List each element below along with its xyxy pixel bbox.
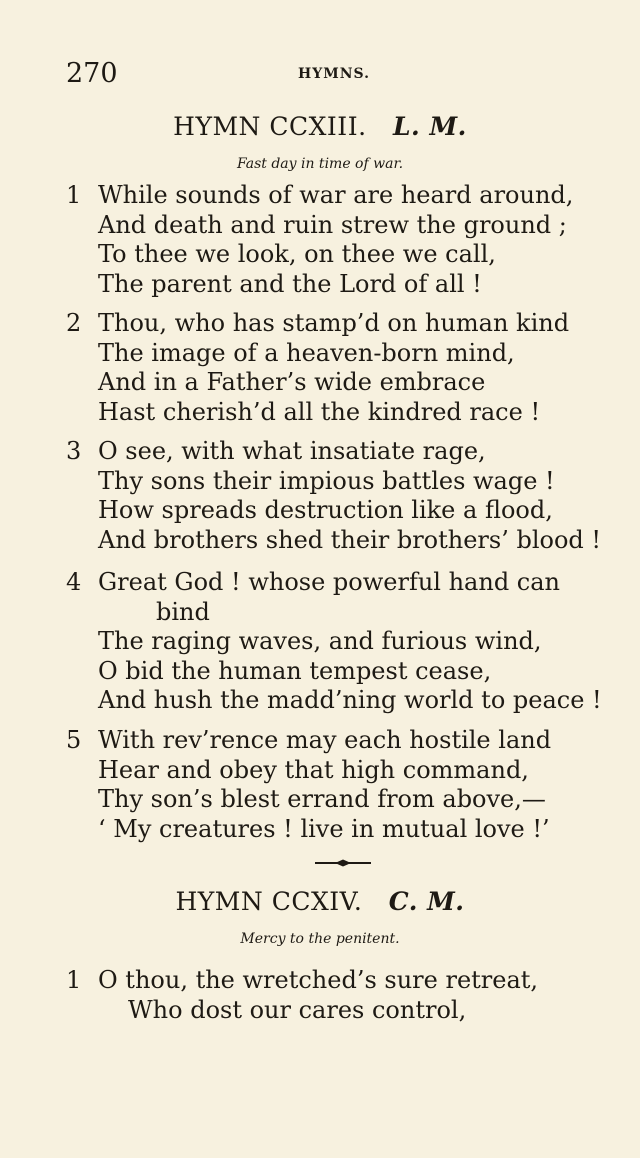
verse-1 [66,181,606,299]
hymn-meter: C. M. [388,887,465,916]
hymn-occasion: Mercy to the penitent. [240,931,400,947]
verse-number: 1 [66,966,82,994]
verse-line: And in a Father’s wide embrace [98,368,486,396]
page-number: 270 [66,58,118,89]
verse-line: ‘ My creatures ! live in mutual love !’ [98,814,550,843]
verse-line: How spreads destruction like a flood, [98,496,553,524]
hymn-title [0,112,640,141]
hymn-title [0,887,640,916]
verse-line-continuation: bind [156,597,210,626]
hymn-number: HYMN CCXIII. [173,112,367,141]
verse-line: Hast cherish’d all the kindred race ! [98,397,541,426]
verse-line: To thee we look, on thee we call, [98,240,496,268]
verse-line: O thou, the wretched’s sure retreat, [98,966,539,994]
verse-line: Thy sons their impious battles wage ! [98,466,555,495]
running-head [66,58,586,94]
verse-line: Great God ! whose powerful hand can [98,568,561,596]
verse-line: Thy son’s blest errand from above,— [98,785,546,813]
verse-line: The raging waves, and furious wind, [98,627,542,655]
verse-line: And brothers shed their brothers’ blood ! [98,525,602,554]
verse-3 [66,437,606,555]
verse-2 [66,309,606,427]
verse-4 [66,568,606,716]
verse-line: O see, with what insatiate rage, [98,437,486,465]
verse-line: With rev’rence may each hostile land [98,726,552,754]
hymn-number: HYMN CCXIV. [175,887,363,916]
verse-line: O bid the human tempest cease, [98,656,492,685]
verse-1 [66,966,606,1025]
verse-number: 4 [66,568,82,596]
verse-number: 2 [66,309,82,337]
verse-line: Hear and obey that high command, [98,755,529,784]
verse-line: Who dost our cares control, [128,995,467,1024]
verse-line: The image of a heaven-born mind, [98,338,515,367]
verse-line: While sounds of war are heard around, [98,181,574,209]
running-title: HYMNS. [298,66,371,82]
section-divider-ornament [313,858,373,868]
verse-line: And death and ruin strew the ground ; [98,210,567,239]
verse-number: 3 [66,437,82,465]
hymn-occasion: Fast day in time of war. [236,156,404,172]
verse-line: Thou, who has stamp’d on human kind [98,309,570,337]
verse-line: The parent and the Lord of all ! [98,269,482,298]
verse-line: And hush the madd’ning world to peace ! [98,686,602,714]
verse-number: 5 [66,726,82,754]
verse-5 [66,726,606,844]
verse-number: 1 [66,181,82,209]
hymn-meter: L. M. [392,112,467,141]
